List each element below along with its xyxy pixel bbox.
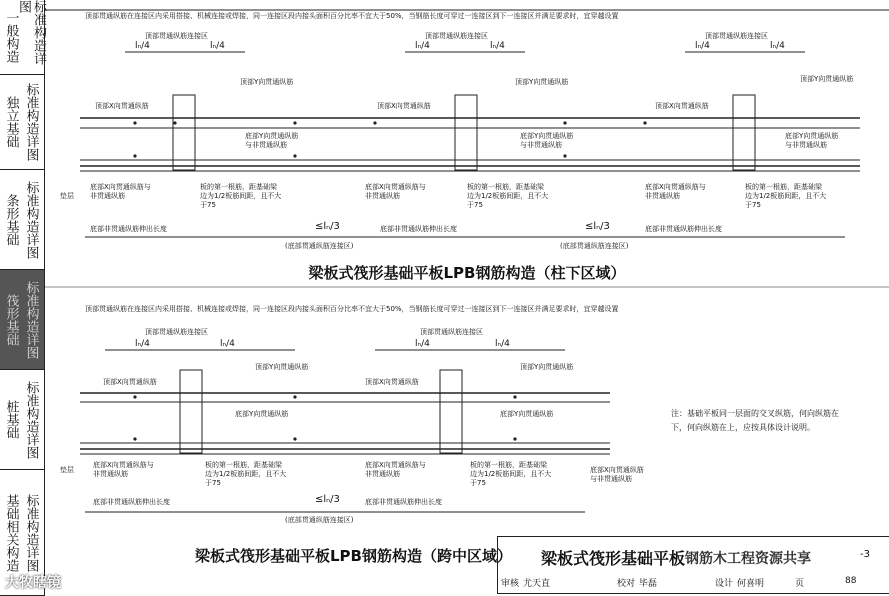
d2-top-y-a: 顶部Y向贯通纵筋 <box>255 363 309 371</box>
drawing2-title: 梁板式筏形基础平板LPB钢筋构造（跨中区域） <box>195 547 512 565</box>
d2-zone-label-b: 顶部贯通纵筋连接区 <box>420 328 483 336</box>
sidebar-tab-category: 桩基础 <box>3 400 19 439</box>
d1-l3-a: ≤lₙ/3 <box>315 221 340 232</box>
d2-first-bar-a: 板的第一根筋，距基础梁边为1/2板筋间距，且不大于75 <box>205 461 287 487</box>
sidebar-tab-sub: 标准构造详图 <box>23 180 39 259</box>
d1-cushion: 垫层 <box>60 192 74 200</box>
d1-top-x-a: 顶部X向贯通纵筋 <box>95 102 149 110</box>
designer-name: 何喜明 <box>737 579 765 589</box>
page-number: 88 <box>845 576 857 586</box>
sidebar-tab[interactable] <box>0 75 44 170</box>
sidebar-tab[interactable] <box>0 270 44 370</box>
d2-bottom-zone: (底部贯通纵筋连接区) <box>285 516 354 524</box>
d1-bottom-y-b: 底部Y向贯通纵筋与非贯通纵筋 <box>520 132 574 149</box>
sidebar <box>0 0 45 596</box>
d1-bottom-y-c: 底部Y向贯通纵筋与非贯通纵筋 <box>785 132 839 149</box>
d1-extension-a: 底部非贯通纵筋伸出长度 <box>90 225 167 233</box>
d2-bottom-y-a: 底部Y向贯通纵筋 <box>235 410 289 418</box>
sidebar-tab[interactable] <box>0 170 44 270</box>
d2-bottom-y-b: 底部Y向贯通纵筋 <box>500 410 554 418</box>
d1-l3-b: ≤lₙ/3 <box>585 221 610 232</box>
d1-ln4-b1: lₙ/4 <box>415 41 430 51</box>
design-note: 注：基础平板同一层面的交叉纵筋，何向纵筋在下，何向纵筋在上，应按具体设计说明。 <box>671 409 839 432</box>
sidebar-tab[interactable] <box>0 370 44 470</box>
d2-bottom-x-c: 底部X向贯通纵筋与非贯通纵筋 <box>590 466 644 483</box>
d2-header-note: 顶部贯通纵筋在连接区内采用搭接、机械连接或焊接，同一连接区段内接头面积百分比率不宜大于50%，当钢筋长度可穿过一连接区到下一连接区并满足要求时，宜穿越设置 <box>85 305 619 313</box>
d1-first-bar-c: 板的第一根筋，距基础梁边为1/2板筋间距，且不大于75 <box>745 183 827 209</box>
d1-bottom-zone-b: (底部贯通纵筋连接区) <box>560 242 629 250</box>
title-block-code: -3 <box>860 549 870 560</box>
d2-bottom-x-a: 底部X向贯通纵筋与非贯通纵筋 <box>93 461 154 478</box>
d1-header-note: 顶部贯通纵筋在连接区内采用搭接、机械连接或焊接，同一连接区段内接头面积百分比率不宜大于50%，当钢筋长度可穿过一连接区到下一连接区并满足要求时，宜穿越设置 <box>85 12 619 20</box>
d2-top-y-b: 顶部Y向贯通纵筋 <box>520 363 574 371</box>
d1-zone-label-b: 顶部贯通纵筋连接区 <box>425 32 488 40</box>
d1-extension-c: 底部非贯通纵筋伸出长度 <box>645 225 722 233</box>
title-block-title: 梁板式筏形基础平板 <box>541 549 686 568</box>
d1-ln4-c2: lₙ/4 <box>770 41 785 51</box>
watermark-right: 钢筋木工程资源共享 <box>685 551 811 567</box>
sidebar-tab[interactable] <box>0 0 44 75</box>
beam1-c <box>733 95 755 170</box>
d1-ln4-a2: lₙ/4 <box>210 41 225 51</box>
d1-top-y-a: 顶部Y向贯通纵筋 <box>240 78 294 86</box>
page-label: 页 <box>795 579 805 589</box>
reviewer-name: 尤天直 <box>523 579 551 589</box>
d2-bottom-x-b: 底部X向贯通纵筋与非贯通纵筋 <box>365 461 426 478</box>
d1-bottom-zone-a: (底部贯通纵筋连接区) <box>285 242 354 250</box>
d1-bottom-x-a: 底部X向贯通纵筋与非贯通纵筋 <box>90 183 151 200</box>
d1-first-bar-a: 板的第一根筋，距基础梁边为1/2板筋间距，且不大于75 <box>200 183 282 209</box>
d1-zone-label-c: 顶部贯通纵筋连接区 <box>705 32 768 40</box>
d1-top-y-c: 顶部Y向贯通纵筋 <box>800 75 854 83</box>
d2-first-bar-b: 板的第一根筋，距基础梁边为1/2板筋间距，且不大于75 <box>470 461 552 487</box>
sidebar-tab-sub: 标准构造详图 <box>23 493 39 572</box>
d2-extension-b: 底部非贯通纵筋伸出长度 <box>365 498 442 506</box>
d1-ln4-b2: lₙ/4 <box>490 41 505 51</box>
d1-top-x-c: 顶部X向贯通纵筋 <box>655 102 709 110</box>
d2-extension-a: 底部非贯通纵筋伸出长度 <box>93 498 170 506</box>
d2-ln4-b1: lₙ/4 <box>415 339 430 349</box>
d1-ln4-a1: lₙ/4 <box>135 41 150 51</box>
d2-ln4-b2: lₙ/4 <box>495 339 510 349</box>
d1-extension-b: 底部非贯通纵筋伸出长度 <box>380 225 457 233</box>
d2-l3: ≤lₙ/3 <box>315 494 340 505</box>
review-label: 审核 <box>501 579 520 589</box>
sidebar-tab-category: 筏形基础 <box>3 293 19 346</box>
checker-name: 毕磊 <box>639 579 658 589</box>
d2-top-x-b: 顶部X向贯通纵筋 <box>365 378 419 386</box>
beam1-b <box>455 95 477 170</box>
sidebar-tab-sub: 标准构造详图 <box>23 380 39 459</box>
sidebar-tab-category: 条形基础 <box>3 193 19 246</box>
d2-ln4-a2: lₙ/4 <box>220 339 235 349</box>
d1-first-bar-b: 板的第一根筋，距基础梁边为1/2板筋间距，且不大于75 <box>467 183 549 209</box>
check-label: 校对 <box>617 579 636 589</box>
d1-top-y-b: 顶部Y向贯通纵筋 <box>515 78 569 86</box>
d2-ln4-a1: lₙ/4 <box>135 339 150 349</box>
beam2-a <box>180 370 202 453</box>
d2-zone-label-a: 顶部贯通纵筋连接区 <box>145 328 208 336</box>
d1-ln4-c1: lₙ/4 <box>695 41 710 51</box>
watermark-left: 大牧瞎镜 <box>5 575 61 591</box>
d2-top-x-a: 顶部X向贯通纵筋 <box>103 378 157 386</box>
beam1-a <box>173 95 195 170</box>
sidebar-tab-sub: 标准构造详图 <box>23 280 39 359</box>
design-label: 设计 <box>715 579 734 589</box>
d1-bottom-y-a: 底部Y向贯通纵筋与非贯通纵筋 <box>245 132 299 149</box>
d1-top-x-b: 顶部X向贯通纵筋 <box>377 102 431 110</box>
sidebar-tab-category: 基础相关构造 <box>3 493 19 572</box>
d1-bottom-x-c: 底部X向贯通纵筋与非贯通纵筋 <box>645 183 706 200</box>
sidebar-tab-category: 一般构造 <box>3 11 19 63</box>
sidebar-tab-sub: 标准构造详图 <box>16 0 46 65</box>
d2-cushion: 垫层 <box>60 466 74 474</box>
sidebar-tab-category: 独立基础 <box>3 96 19 148</box>
drawing1-title: 梁板式筏形基础平板LPB钢筋构造（柱下区域） <box>308 264 626 282</box>
d1-bottom-x-b: 底部X向贯通纵筋与非贯通纵筋 <box>365 183 426 200</box>
sidebar-tab-sub: 标准构造详图 <box>23 83 39 161</box>
d1-zone-label-a: 顶部贯通纵筋连接区 <box>145 32 208 40</box>
drawing-svg <box>45 0 889 596</box>
beam2-b <box>440 370 462 453</box>
